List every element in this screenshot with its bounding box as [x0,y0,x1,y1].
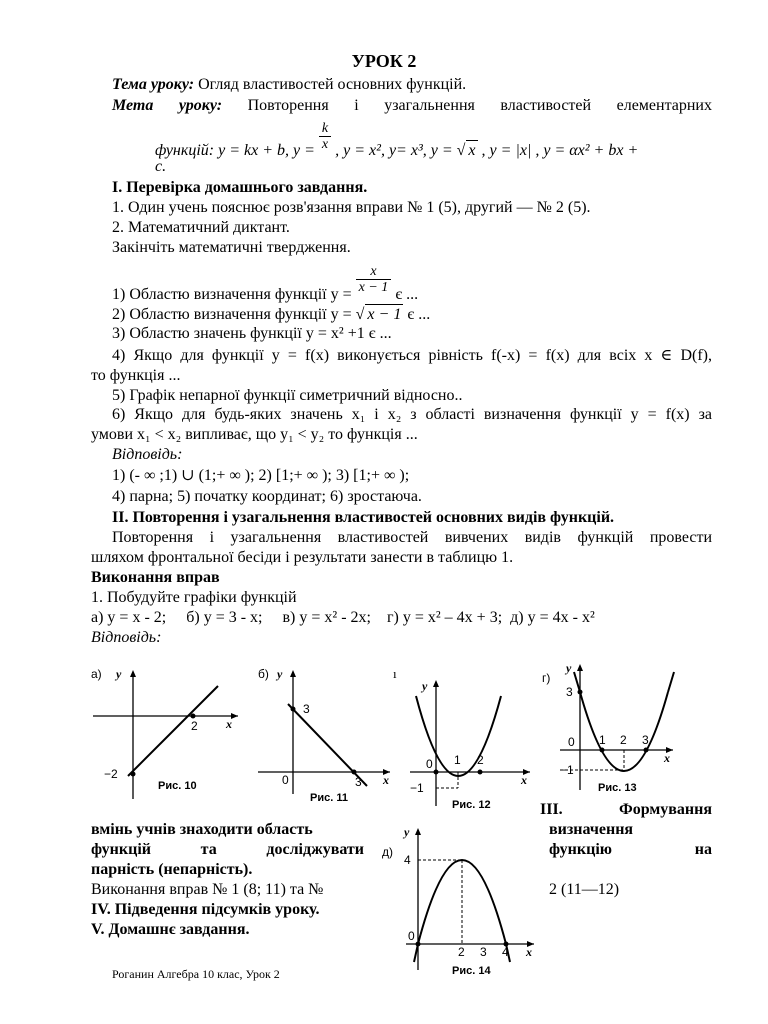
x-axis-arrow [231,713,238,719]
tick-x2: 2 [620,733,627,747]
w-investigate: досліджувати [266,841,364,858]
section3-line3-left [91,840,364,860]
tick-y: 3 [303,702,310,716]
y-axis-arrow [577,664,583,671]
caption: Рис. 13 [598,782,637,794]
tick-x3: 4 [502,945,509,959]
parabola-right-tail [668,672,674,692]
question-4: 4) Якщо для функції y = f(x) виконується рівність f(-x) = f(x) для всіх x ∈ D(f), [112,347,712,364]
goal-func-c: , y = [481,142,512,160]
section3-line5-left: Виконання вправ № 1 (8; 11) та № [91,881,324,898]
section3-heading [540,800,712,820]
tick-y: 4 [404,853,411,867]
section1-instruction: Закінчіть математичні твердження. [112,239,351,256]
y-label: y [422,679,428,693]
point-y-intercept [131,772,136,777]
answer-label: Відповідь: [112,446,183,463]
point-origin [434,770,439,775]
section3-line3-right [549,840,712,860]
section1-item1: 1. Один учень пояснює розв'язання вправи № 1 (5), другий — № 2 (5). [112,199,591,216]
q2-post: є ... [407,306,431,323]
section3-heading-b: Формування [618,801,712,818]
x-label: x [521,773,527,787]
caption: Рис. 11 [310,792,348,804]
question-4-cont: то функція ... [91,367,181,384]
section5-heading: V. Домашнє завдання. [91,921,250,938]
question-2: 2) Областю визначення функції y = √ x − 1 є ... [112,306,431,323]
tick-y: −1 [560,763,574,777]
x-label: x [383,773,389,787]
answer-line-2: 4) парна; 5) початку координат; 6) зростаюча. [112,488,422,505]
section3-line5-right: 2 (11—12) [549,881,620,898]
y-label: y [277,667,283,681]
tick-x1: 1 [599,733,606,747]
point-y-intercept [291,707,296,712]
stray-mark: ı [393,666,397,681]
parabola [580,692,668,771]
section1-heading: І. Перевірка домашнього завдання. [112,179,368,196]
exercise-1-functions: а) y = x - 2; б) y = 3 - x; в) y = x² - 2x; г) y = x² – 4x + 3; д) y = 4x - x² [91,609,595,626]
goal-func-a: функцій: y = kx + b, y = [155,142,315,160]
frac-den: x − 1 [358,280,389,295]
x-label: x [526,945,532,959]
tick-y: −1 [410,781,424,795]
section2-para-line2: шляхом фронтальної бесіди і результати занести в таблицю 1. [91,549,514,566]
fraction-k-over-x [319,121,331,152]
y-axis-arrow [433,680,439,687]
footer: Роганин Алгебра 10 клас, Урок 2 [112,967,280,981]
caption: Рис. 12 [452,799,491,811]
frac-num: k [319,121,331,137]
question-6-cont: умови x₁ < x₂ випливає, що y₁ < y₂ то функція ... [91,426,418,443]
graph-letter: а) [91,667,102,681]
graph-fig10 [88,664,243,804]
abs-x: x [519,142,527,160]
graph-fig12 [408,676,536,812]
tick-x2: 3 [480,945,487,959]
tick-x1: 2 [458,945,465,959]
point-x-intercept [352,770,357,775]
w-on: на [694,841,712,858]
topic-text: Огляд властивостей основних функцій. [198,76,467,93]
caption: Рис. 14 [452,965,491,977]
point-y-intercept [578,690,583,695]
graph-line [128,686,218,776]
caption: Рис. 10 [158,780,197,792]
question-1 [112,258,419,304]
section3-line2-left: вмінь учнів знаходити область [91,821,313,838]
graph-fig14 [376,824,540,978]
y-axis-arrow [290,670,296,677]
tick-x2: 2 [477,753,484,767]
goal-functions-line: функцій: y = kx + b, y = $\frac{k}{x}$ , y = x², y= x³, y = √ x , y = |x| , y = αx² + bx + [155,121,639,160]
origin: 0 [408,929,415,943]
x-label: x [664,751,670,765]
goal-text: Повторення і узагальнення властивостей елементарних [247,97,712,114]
frac-den: x [321,137,329,152]
point-root-2 [644,748,649,753]
w-functions: функцій [91,841,151,858]
page-title: УРОК 2 [351,51,417,71]
y-label: y [566,661,572,675]
tick-x: 2 [191,719,198,733]
point-x-intercept [191,714,196,719]
tick-y-top: 3 [566,685,573,699]
section1-item2: 2. Математичний диктант. [112,219,290,236]
graph-letter: г) [542,671,551,685]
topic-label: Тема уроку: [112,76,195,93]
tick-x: 3 [355,775,362,789]
section2-para-line1: Повторення і узагальнення властивостей вивчених видів функцій провести [112,529,712,546]
point-origin [416,942,421,947]
answer-line-1: 1) (- ∞ ;1) ∪ (1;+ ∞ ); 2) [1;+ ∞ ); 3) [1;+ ∞ ); [112,467,410,484]
question-6: 6) Якщо для будь-яких значень x₁ і x₂ з області визначення функції y = f(x) за [112,406,712,423]
graph-fig11 [255,664,395,804]
q1-pre: 1) Областю визначення функції y = [112,286,352,304]
parabola-left-tail [574,672,580,692]
section3-heading-a: ІІІ. [540,801,563,818]
graph-fig13 [538,660,678,800]
y-label: y [404,825,410,839]
goal-c: c. [155,158,167,175]
tick-x3: 3 [642,733,649,747]
lesson-goal [112,96,712,116]
lesson-topic [112,75,712,95]
goal-label: Мета уроку: [112,97,223,114]
tick-y: −2 [104,767,118,781]
q2-pre: 2) Областю визначення функції y = [112,306,352,323]
section4-heading: IV. Підведення підсумків уроку. [91,901,320,918]
goal-func-b: , y = x², y= x³, y = [335,142,453,160]
sqrt-x-1: x − 1 [367,306,402,323]
w-function: функцію [549,841,612,858]
tick-x1: 1 [454,753,461,767]
point-root [478,770,483,775]
y-axis-arrow [130,670,136,677]
question-5: 5) Графік непарної функції симетричний відносно.. [112,387,463,404]
exercises-heading: Виконання вправ [91,569,220,586]
exercise-answer-label: Відповідь: [91,629,162,646]
sqrt-x: x [468,142,476,160]
section3-line2-right: визначення [549,821,634,838]
y-axis-arrow [415,828,421,835]
frac-num: x [356,264,392,280]
w-and: та [200,841,217,858]
q1-post: є ... [395,286,419,304]
exercise-1: 1. Побудуйте графіки функцій [91,589,297,606]
section3-line4: парність (непарність). [91,861,253,878]
fraction-x-over-x-1 [356,264,392,295]
origin: 0 [426,757,433,771]
point-root-1 [600,748,605,753]
origin: 0 [568,735,575,749]
graph-letter: д) [382,845,393,859]
x-label: x [226,717,232,731]
section2-heading: ІІ. Повторення і узагальнення властивостей основних видів функцій. [112,509,615,526]
graph-letter: б) [258,667,269,681]
question-3: 3) Областю значень функції y = x² +1 є ... [112,325,392,342]
goal-func-d: , y = αx² + bx + [535,142,639,160]
y-label: y [116,667,122,681]
origin: 0 [282,773,289,787]
